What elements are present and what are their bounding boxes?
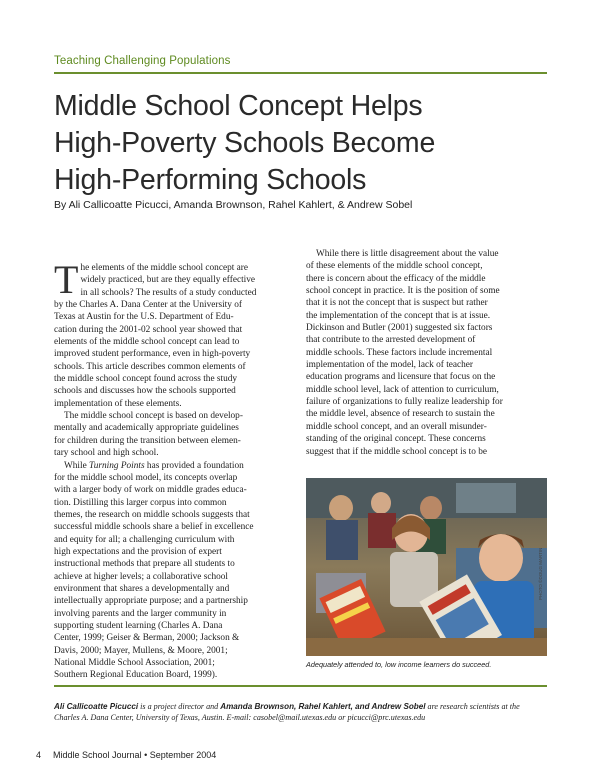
text-line: by the Charles A. Dana Center at the University of <box>54 300 242 311</box>
classroom-photo-illustration <box>306 478 547 656</box>
text-line <box>54 460 294 472</box>
text-line: school concept in practice. It is the position of some <box>306 286 500 297</box>
text-line: failure of organizations to fully realize leadership for <box>306 397 503 408</box>
bio-text: is a project director and <box>138 702 221 711</box>
photo-caption: Adequately attended to, low income learners do succeed. <box>306 660 492 669</box>
author-names: Amanda Brownson, Rahel Kahlert, and Andrew Sobel <box>220 702 426 711</box>
photo-credit: PHOTO ©DOUG MARTIN <box>538 547 543 600</box>
drop-cap: T <box>54 257 79 302</box>
author-bio <box>54 701 547 723</box>
text-line: suggest that if the middle school concept is to be <box>306 446 487 457</box>
text-line: the middle school concept found across the study <box>54 374 238 385</box>
paragraph-turning-points <box>54 460 294 682</box>
text-line: While there is little disagreement about the value <box>316 249 499 259</box>
text-line: he elements of the middle school concept are <box>80 263 248 273</box>
text-line: implementation of these elements. <box>54 398 182 409</box>
text-line: widely practiced, but are they equally effective <box>80 275 256 286</box>
text-line: middle school concept, and an overall misunder- <box>306 421 487 432</box>
text-line: The middle school concept is based on develop- <box>64 411 243 422</box>
bio-line <box>54 701 547 712</box>
left-column <box>54 257 294 682</box>
text-line: successful middle schools share a belief in excellence <box>54 522 254 533</box>
text-line: high expectations and the provision of expert <box>54 546 222 557</box>
classroom-photo <box>306 478 547 656</box>
text-line: achieve at higher levels; a collaborative school <box>54 571 228 582</box>
bio-text: are research scientists at the <box>425 702 520 711</box>
text-fragment: While <box>64 460 90 471</box>
text-line: intellectually appropriate purpose; and a partnership <box>54 596 248 607</box>
bio-line: Charles A. Dana Center, University of Texas, Austin. E-mail: casobel@mail.utexas.edu or picucci@prc.utexas.edu <box>54 713 426 722</box>
text-line: implementation of the model, lack of teacher <box>306 360 474 371</box>
text-line: tion. Distilling this larger corpus into common <box>54 497 227 508</box>
text-line: in all schools? The results of a study conducted <box>80 287 257 298</box>
text-line: elements of the middle school concept can lead to <box>54 337 240 348</box>
text-line: themes, the research on middle schools suggests that <box>54 509 250 520</box>
text-line: National Middle School Association, 2001; <box>54 658 215 668</box>
text-line: of these elements of the middle school concept, <box>306 261 483 272</box>
right-column <box>306 248 547 458</box>
page-footer <box>36 750 216 760</box>
title-line: Middle School Concept Helps <box>54 90 423 122</box>
text-line: tary school and high school. <box>54 448 159 459</box>
text-line: education programs and licensure that focus on the <box>306 372 496 383</box>
author-name: Ali Callicoatte Picucci <box>54 702 139 711</box>
text-line: schools and discusses how the schools supported <box>54 386 236 397</box>
text-line: Texas at Austin for the U.S. Department of Edu- <box>54 312 234 323</box>
text-line: the implementation of the concept that is at issue. <box>306 310 491 321</box>
text-line: instructional methods that prepare all students to <box>54 559 235 570</box>
text-line: there is concern about the efficacy of the middle <box>306 273 486 284</box>
text-line: Center, 1999; Geiser & Berman, 2000; Jackson & <box>54 633 240 644</box>
text-line: middle schools. These factors include incremental <box>306 347 493 358</box>
byline: By Ali Callicoatte Picucci, Amanda Brownson, Rahel Kahlert, & Andrew Sobel <box>54 199 413 211</box>
text-line: Southern Regional Education Board, 1999). <box>54 670 218 681</box>
text-line: and equity for all; a challenging curriculum with <box>54 534 235 545</box>
page-number: 4 <box>36 750 42 760</box>
text-line: the middle level, absence of research to sustain the <box>306 409 495 420</box>
title-line: High-Poverty Schools Become <box>54 127 436 159</box>
section-label: Teaching Challenging Populations <box>54 55 231 67</box>
text-line: involving parents and the larger community in <box>54 608 227 619</box>
text-line: schools. This article describes common elements of <box>54 361 246 372</box>
text-line: for the middle school model, its concepts overlap <box>54 472 238 483</box>
paragraph-concept <box>54 410 294 459</box>
text-line: middle school level, lack of attention to curriculum, <box>306 384 499 395</box>
text-line: cation during the 2001-02 school year showed that <box>54 324 243 335</box>
text-fragment: has provided a foundation <box>144 460 244 471</box>
title-line: High-Performing Schools <box>54 164 367 196</box>
text-line: improved student performance, even in high-poverty <box>54 349 251 360</box>
article-title <box>54 88 554 199</box>
text-line: mentally and academically appropriate guidelines <box>54 423 239 434</box>
text-line: that contribute to the arrested development of <box>306 335 476 346</box>
text-line: for children during the transition between elemen- <box>54 435 241 446</box>
book-title: Turning Points <box>89 460 145 471</box>
text-line: standing of the original concept. These concerns <box>306 434 486 445</box>
text-line: Dickinson and Butler (2001) suggested six factors <box>306 323 493 334</box>
paragraph-intro <box>54 257 294 410</box>
journal-name: Middle School Journal • September 2004 <box>53 750 217 760</box>
bio-rule <box>54 685 547 687</box>
text-line: with a larger body of work on middle grades educa- <box>54 485 247 496</box>
header-rule <box>54 72 547 74</box>
text-line: environment that shares a developmentally and <box>54 583 230 594</box>
text-line: that it is not the concept that is suspect but rather <box>306 298 488 309</box>
text-line: supporting student learning (Charles A. Dana <box>54 620 223 631</box>
text-line: Davis, 2000; Mayer, Mullens, & Moore, 2001; <box>54 645 228 656</box>
